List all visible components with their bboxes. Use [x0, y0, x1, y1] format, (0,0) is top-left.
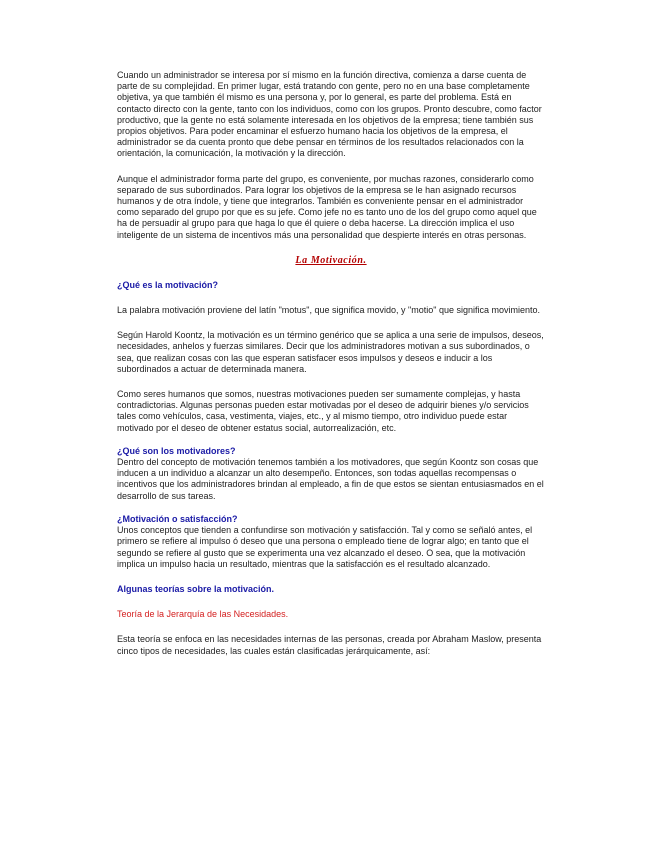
maslow-theory-heading: Teoría de la Jerarquía de las Necesidades. [117, 609, 289, 620]
section-title: La Motivación. [295, 254, 367, 266]
motivation-definition-paragraph: La palabra motivación proviene del latín "motus", que significa movido, y "motio" que significa movimiento. [117, 305, 540, 316]
human-motivations-paragraph: Como seres humanos que somos, nuestras motivaciones pueden ser sumamente complejas, y hasta contradictorias. Algunas personas pueden estar motivadas por el deseo de adquirir bienes y/o servicios tales como vehículos, casa, vestimenta, viajes, etc., y al mismo tiempo, otro individuo puede estar motivado por el deseo de obtener estatus social, autorrealización, etc. [117, 389, 529, 433]
maslow-paragraph: Esta teoría se enfoca en las necesidades internas de las personas, creada por Abraham Maslow, presenta cinco tipos de necesidades, las cuales están clasificadas jerárquicamente, así: [117, 634, 542, 656]
koontz-paragraph: Según Harold Koontz, la motivación es un término genérico que se aplica a una serie de impulsos, deseos, necesidades, anhelos y fuerzas similares. Decir que los administradores motivan a sus subordinados, o sea, que realizan cosas con las que esperan satisfacer esos impulsos y deseos e inducir a los subordinados a actuar de determinada manera. [117, 330, 544, 374]
question-heading-motivadores: ¿Qué son los motivadores? [117, 445, 236, 456]
intro-paragraph-2: Aunque el administrador forma parte del grupo, es conveniente, por muchas razones, considerarlo como separado de sus subordinados. Para lograr los objetivos de la empresa se le han asignado recursos humanos y de otra índole, y tiene que integrarlos. También es conveniente pensar en el administrador como separado del grupo por que es su jefe. Como jefe no es tanto uno de los del grupo como aquel que ha de persuadir al grupo para que haga lo que él quiere o deba hacerse. La dirección implica el uso inteligente de un sistema de incentivos más una personalidad que despierte interés en otras personas. [117, 173, 537, 240]
theories-heading: Algunas teorías sobre la motivación. [117, 583, 275, 594]
question-heading-que-es: ¿Qué es la motivación? [117, 279, 219, 290]
satisfaccion-paragraph: Unos conceptos que tienden a confundirse son motivación y satisfacción. Tal y como se señaló antes, el primero se refiere al impulso ó deseo que una persona o empleado tiene de lograr algo; en tanto que el segundo se refiere al gusto que se experimenta una vez alcanzado el deseo. O sea, que la motivación implica un impulso hacia un resultado, mientras que la satisfacción es el resultado alcanzado. [117, 525, 533, 569]
intro-paragraph-1: Cuando un administrador se interesa por sí mismo en la función directiva, comienza a darse cuenta de parte de su complejidad. En primer lugar, está tratando con gente, pero no en una base completamente objetiva, ya que también él mismo es una persona y, por lo general, es parte del problema. Está en contacto directo con la gente, tanto con los individuos, como con los grupos. Pronto descubre, como factor productivo, que la gente no está solamente interesada en los objetivos de la empresa; tiene también sus propios objetivos. Para poder encaminar el esfuerzo humano hacia los objetivos de la empresa, el administrador se da cuenta pronto que debe pensar en términos de los resultados relacionados con la orientación, la comunicación, la motivación y la dirección. [117, 70, 542, 159]
question-heading-motivacion-satisfaccion: ¿Motivación o satisfacción? [117, 513, 238, 524]
motivadores-paragraph: Dentro del concepto de motivación tenemos también a los motivadores, que según Koontz son cosas que inducen a un individuo a alcanzar un alto desempeño. Entonces, son todas aquellas recompensas o incentivos que los administradores brindan al empleado, a fin de que estos se sientan entusiasmados en el desarrollo de sus tareas. [117, 457, 544, 501]
